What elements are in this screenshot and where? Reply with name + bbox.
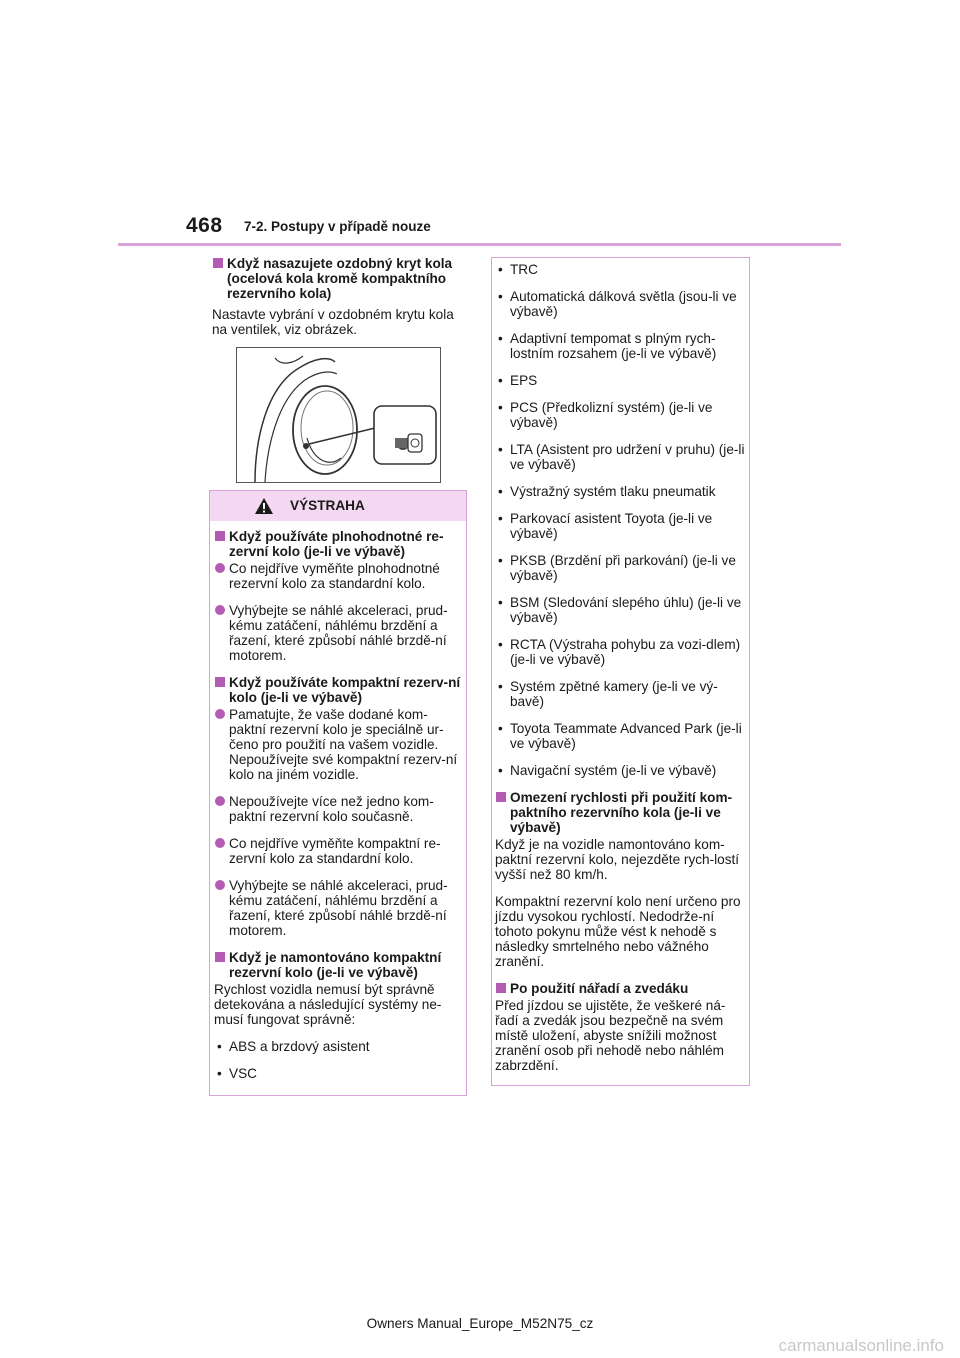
compact-mounted-heading: Když je namontováno kompaktní rezervní kolo (je-li ve výbavě) [214,950,464,980]
hubcap-drawing [237,348,440,482]
system-bullet: • Automatická dálková světla (jsou-li ve výbavě) [495,289,747,319]
system-bullet: • Systém zpětné kamery (je-li ve vý-bavě) [495,679,747,709]
speed-limit-text: Když je na vozidle namontováno kom-paktní rezervní kolo, nejezděte rych-lostí vyšší než 80 km/h. [495,837,740,882]
compact-mounted-text: Rychlost vozidla nemusí být správně detekována a následující systémy ne-musí fungovat správně: [214,982,442,1027]
system-bullet: • Parkovací asistent Toyota (je-li ve výbavě) [495,511,747,541]
system-bullet: • BSM (Sledování slepého úhlu) (je-li ve výbavě) [495,595,747,625]
warning-header [210,491,466,521]
hubcap-illustration [236,347,441,483]
warning-triangle-icon [254,497,274,515]
page-number: 468 [186,214,223,237]
section-title: 7-2. Postupy v případě nouze [244,219,431,234]
left-column [212,256,466,337]
system-bullet: • Navigační systém (je-li ve výbavě) [495,763,747,778]
hubcap-text: Nastavte vybrání v ozdobném krytu kola na ventilek, viz obrázek. [212,307,454,337]
speed-limit-heading: Omezení rychlosti při použití kom-paktního rezervního kola (je-li ve výbavě) [495,790,747,835]
spare-compact-item: Pamatujte, že vaše dodané kom-paktní rezervní kolo je speciálně ur-čeno pro použití na vašem vozidle. Nepoužívejte své kompaktní rezerv-ní kolo na jiném vozidle. [214,707,464,782]
spare-compact-heading: Když používáte kompaktní rezerv-ní kolo (je-li ve výbavě) [214,675,464,705]
warning-content [214,529,464,1081]
header-rule [118,243,841,246]
footer-text: Owners Manual_Europe_M52N75_cz [366,1316,594,1331]
system-bullet: • Toyota Teammate Advanced Park (je-li ve výbavě) [495,721,747,751]
system-bullet: • PKSB (Brzdění při parkování) (je-li ve výbavě) [495,553,747,583]
spare-compact-item: Nepoužívejte více než jedno kom-paktní rezervní kolo současně. [214,794,464,824]
system-bullet: • Adaptivní tempomat s plným rych-lostním rozsahem (je-li ve výbavě) [495,331,747,361]
spare-compact-item: Co nejdříve vyměňte kompaktní re-zervní kolo za standardní kolo. [214,836,464,866]
system-bullet: • PCS (Předkolizní systém) (je-li ve výbavě) [495,400,747,430]
system-bullet: • VSC [214,1066,464,1081]
system-bullet: • Výstražný systém tlaku pneumatik [495,484,747,499]
tools-text: Před jízdou se ujistěte, že veškeré ná-řadí a zvedák jsou bezpečně na svém místě uložení, abyste snížili možnost zranění osob při nehodě nebo náhlém zabrzdění. [495,998,726,1073]
speed-limit-text: Kompaktní rezervní kolo není určeno pro jízdu vysokou rychlostí. Nedodrže-ní tohoto pokynu může vést k nehodě s následky smrtelného nebo vážného zranění. [495,894,741,969]
spare-full-heading: Když používáte plnohodnotné re-zervní kolo (je-li ve výbavě) [214,529,464,559]
system-bullet: • TRC [495,262,747,277]
warning-title: VÝSTRAHA [290,498,365,513]
system-bullet: • EPS [495,373,747,388]
tools-heading: Po použití nářadí a zvedáku [495,981,747,996]
spare-compact-item: Vyhýbejte se náhlé akceleraci, prud-kému zatáčení, náhlému brzdění a řazení, které způsobí náhlé brzdě-ní motorem. [214,878,464,938]
spare-full-item: Vyhýbejte se náhlé akceleraci, prud-kému zatáčení, náhlému brzdění a řazení, které způsobí náhlé brzdě-ní motorem. [214,603,464,663]
right-column [495,262,747,1073]
spare-full-item: Co nejdříve vyměňte plnohodnotné rezervní kolo za standardní kolo. [214,561,464,591]
system-bullet: • RCTA (Výstraha pohybu za vozi-dlem) (je-li ve výbavě) [495,637,747,667]
watermark: carmanualsonline.info [778,1336,944,1355]
system-bullet: • LTA (Asistent pro udržení v pruhu) (je-li ve výbavě) [495,442,747,472]
system-bullet: • ABS a brzdový asistent [214,1039,464,1054]
hubcap-heading: Když nasazujete ozdobný kryt kola (ocelová kola kromě kompaktního rezervního kola) [212,256,466,301]
